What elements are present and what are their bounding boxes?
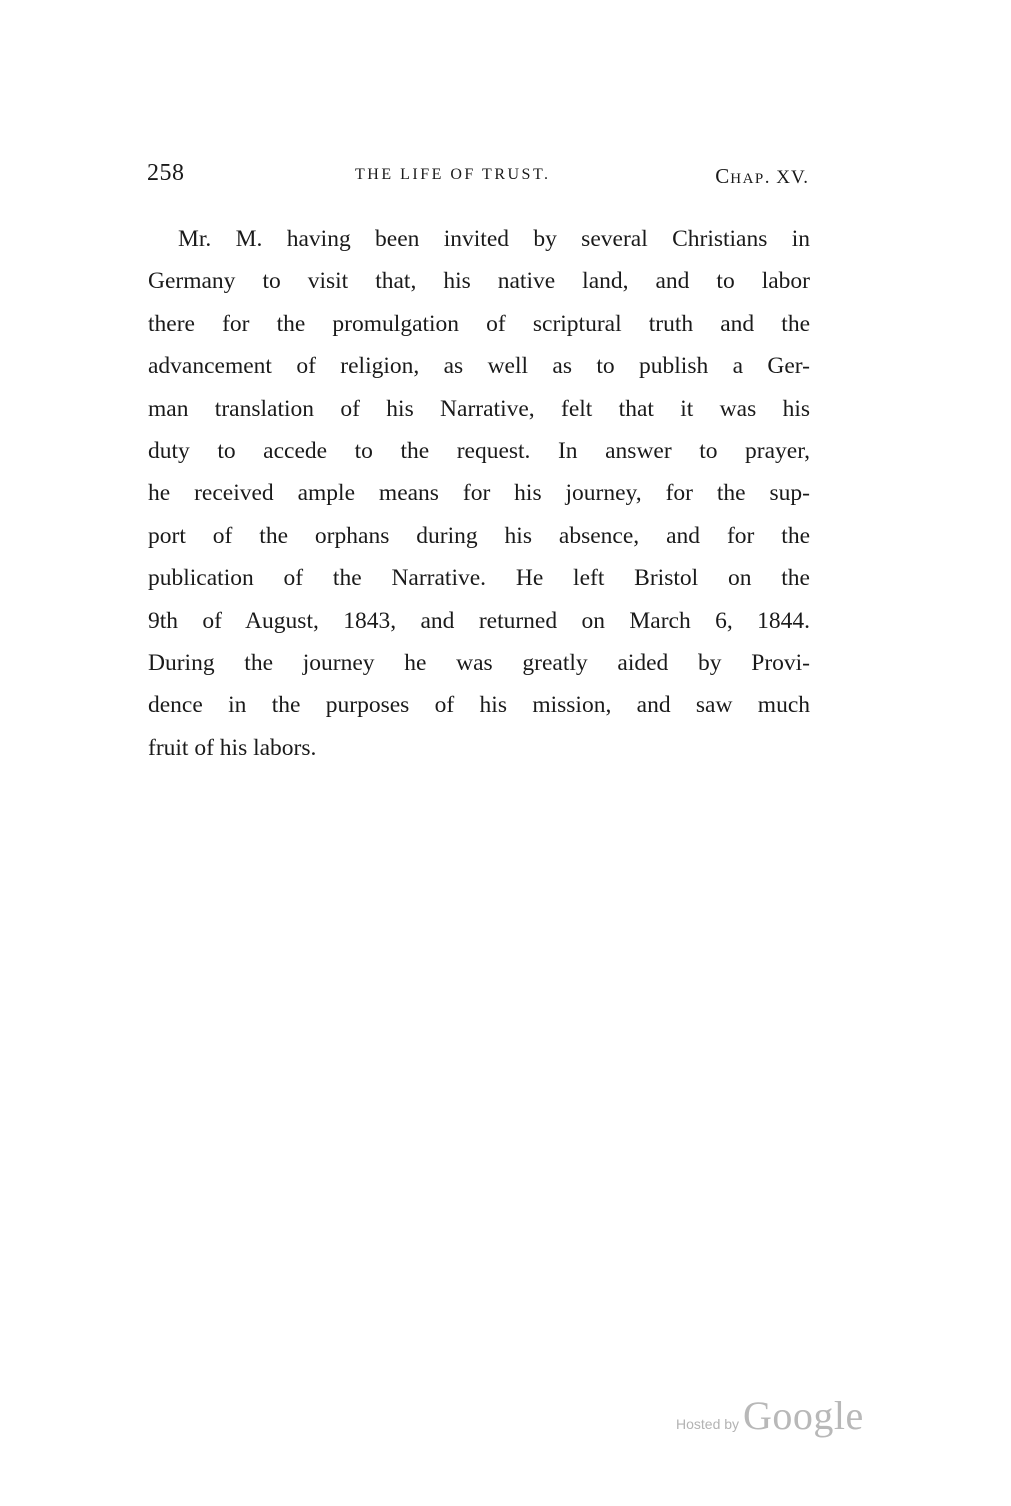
watermark-prefix: Hosted by bbox=[676, 1416, 740, 1432]
chapter-label-smallcaps: HAP bbox=[730, 171, 765, 187]
text-line: During the journey he was greatly aided by Provi- bbox=[148, 649, 810, 676]
google-logo: Google bbox=[743, 1393, 864, 1438]
text-line: dence in the purposes of his mission, and saw much bbox=[148, 692, 810, 719]
book-title: THE LIFE OF TRUST. bbox=[355, 166, 551, 183]
text-line: port of the orphans during his absence, and for the bbox=[148, 522, 810, 549]
chapter-label-initial: C bbox=[715, 164, 731, 188]
body-paragraph bbox=[148, 218, 810, 769]
chapter-label-number: . XV. bbox=[764, 167, 809, 188]
text-line: publication of the Narrative. He left Bristol on the bbox=[148, 565, 810, 592]
text-line: advancement of religion, as well as to publish a Ger- bbox=[148, 353, 810, 380]
text-line: 9th of August, 1843, and returned on March 6, 1844. bbox=[148, 607, 810, 634]
chapter-label bbox=[715, 164, 809, 189]
text-line: Mr. M. having been invited by several Christians in bbox=[178, 226, 810, 252]
text-line: man translation of his Narrative, felt that it was his bbox=[148, 395, 810, 422]
running-head bbox=[147, 160, 809, 194]
text-line: fruit of his labors. bbox=[148, 734, 317, 761]
text-line: there for the promulgation of scriptural truth and the bbox=[148, 310, 810, 337]
text-line: duty to accede to the request. In answer to prayer, bbox=[148, 437, 810, 464]
hosted-by-google-watermark bbox=[676, 1392, 886, 1440]
text-line: he received ample means for his journey, for the sup- bbox=[148, 480, 810, 507]
page-number: 258 bbox=[147, 160, 185, 186]
text-line: Germany to visit that, his native land, and to labor bbox=[148, 268, 810, 295]
